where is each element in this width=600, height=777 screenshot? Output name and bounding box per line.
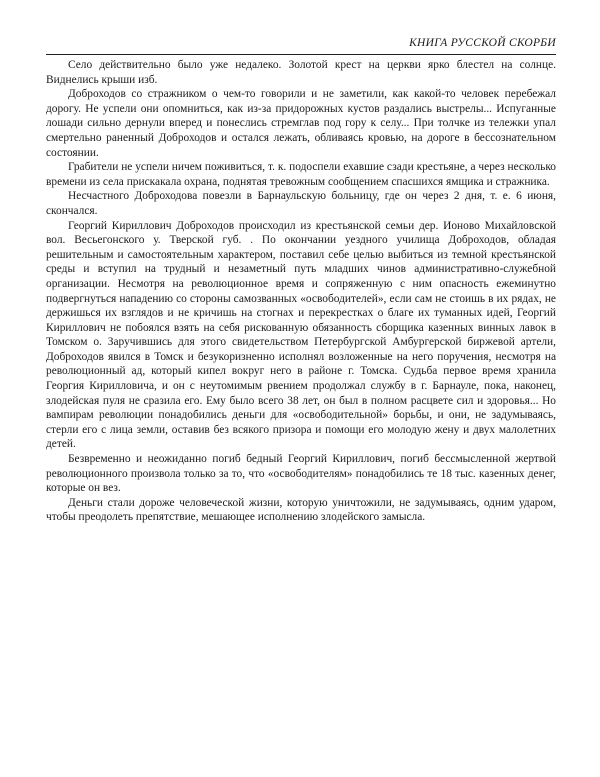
paragraph: Доброходов со стражником о чем-то говорили и не заметили, как какой-то человек перебежал дорогу. Не успели они опомниться, как из-за придорожных кустов раздались выстрелы... Испуганные лошади сильно дернули вперед и понеслись стремглав под гору к селу... При толчке из тележки упал смертельно раненный Доброходов и остался лежать, обливаясь кровью, на дороге в бессознательном состоянии.	[46, 88, 556, 159]
header-rule	[46, 54, 556, 55]
paragraph: Безвременно и неожиданно погиб бедный Георгий Кириллович, погиб бессмысленной жертвой революционного произвола только за то, что «освободителям» понадобились те 18 тыс. казенных денег, которые он вез.	[46, 453, 556, 495]
paragraph: Георгий Кириллович Доброходов происходил из крестьянской семьи дер. Ионово Михайловской вол. Весьегонского у. Тверской губ. . По окончании уездного училища Доброходов, обладая решительным и самостоятельным характером, поставил себе целью выбиться из темной крестьянской среды и вступил на трудный и незаметный путь младших чинов административно-служебной организации. Несмотря на революционное время и сопряженную с ним опасность ежеминутно подвергнуться нападению со стороны самозванных «освободителей», если сам не стоишь в их рядах, не держишься их взглядов и не кричишь на стогнах и перекрестках о благе их туманных идей, Георгий Кириллович не побоялся взять на себя рискованную обязанность сборщика казенных винных лавок в Томском о. Заручившись для этого свидетельством Петербургской Амбургерской биржевой артели, Доброходов явился в Томск и безукоризненно исполнял возложенные на него поручения, несмотря на революционный ад, который кипел вокруг него в районе г. Томска. Судьба первое время хранила Георгия Кирилловича, и он с неутомимым рвением продолжал службу в г. Барнауле, пока, наконец, злодейская пуля не сразила его. Ему было всего 38 лет, он был в полном расцвете сил и здоровья... Но вампирам революции понадобились деньги для «освободительной» борьбы, и они, не задумываясь, стерли его с лица земли, оставив без всякого призора и помощи его молодую жену и двух малолетних детей.	[46, 219, 556, 451]
body-text	[46, 58, 556, 525]
paragraph: Деньги стали дороже человеческой жизни, которую уничтожили, не задумываясь, одним ударом, чтобы преодолеть препятствие, мешающее исполнению злодейского замысла.	[46, 496, 556, 524]
running-head-title: КНИГА РУССКОЙ СКОРБИ	[409, 37, 556, 49]
paragraph: Село действительно было уже недалеко. Золотой крест на церкви ярко блестел на солнце. Виднелись крыши изб.	[46, 59, 556, 86]
paragraph: Грабители не успели ничем поживиться, т. к. подоспели ехавшие сзади крестьяне, а через несколько времени из села прискакала охрана, поднятая тревожным сообщением спасшихся ямщика и стражника.	[46, 161, 556, 188]
paragraph: Несчастного Доброходова повезли в Барнаульскую больницу, где он через 2 дня, т. е. 6 июня, скончался.	[46, 190, 556, 217]
